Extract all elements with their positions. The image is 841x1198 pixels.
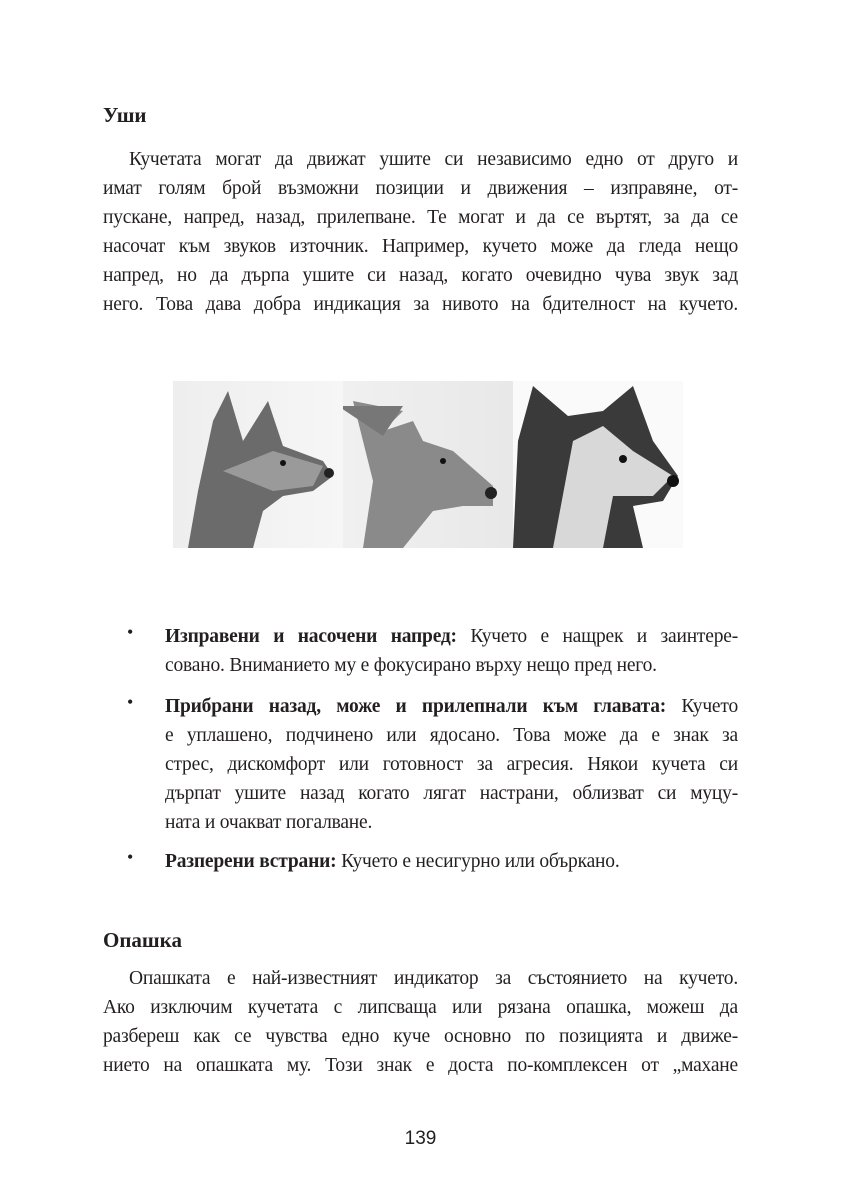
bullet-icon: • [127, 847, 134, 867]
text-line: совано. Вниманието му е фокусирано върху нещо пред него. [165, 655, 657, 676]
list-item-term: Изправени и насочени напред: [165, 626, 457, 647]
text-line: е уплашено, подчинено или ядосано. Това може да е знак за [165, 725, 738, 746]
paragraph-tail [103, 964, 738, 1080]
dog-ears-sideways-image [513, 381, 683, 548]
text-line: нието на опашката му. Този знак е доста по-комплексен от „махане [103, 1055, 738, 1076]
list-item-term: Разперени встрани: [165, 851, 337, 872]
text-line: Кучетата могат да движат ушите си независимо едно от друго и [129, 149, 738, 170]
list-item-text: Кучето [666, 696, 738, 717]
text-line: него. Това дава добра индикация за нивото на бдителност на кучето. [103, 294, 738, 315]
list-item-text: Кучето е несигурно или объркано. [336, 851, 620, 872]
text-line: насочат към звуков източник. Например, кучето може да гледа нещо [103, 236, 738, 257]
section-heading-tail: Опашка [103, 928, 182, 952]
list-item [165, 692, 738, 837]
list-item [165, 847, 738, 876]
section-heading-ears: Уши [103, 103, 147, 127]
dog-ears-figure [173, 381, 683, 548]
dog-ears-erect-image [173, 381, 343, 548]
text-line: имат голям брой възможни позиции и движения – изправяне, от- [103, 178, 738, 199]
text-line: ната и очакват погалване. [165, 812, 373, 833]
text-line: стрес, дискомфорт или готовност за агресия. Някои кучета си [165, 754, 738, 775]
dog-ears-back-image [343, 381, 513, 548]
text-line: разбереш как се чувства едно куче основно по позицията и движе- [103, 1026, 738, 1047]
text-line: Опашката е най-известният индикатор за състоянието на кучето. [129, 968, 738, 989]
page-number: 139 [404, 1128, 437, 1149]
paragraph-ears [103, 145, 738, 319]
text-line: напред, но да дърпа ушите си назад, когато очевидно чува звук зад [103, 265, 738, 286]
list-item-text: Кучето е нащрек и заинтере- [456, 626, 738, 647]
bullet-icon: • [127, 622, 134, 642]
text-line: Ако изключим кучетата с липсваща или рязана опашка, можеш да [103, 997, 738, 1018]
bullet-icon: • [127, 692, 134, 712]
list-item-term: Прибрани назад, може и прилепнали към главата: [165, 696, 667, 717]
list-item [165, 622, 738, 680]
text-line: пускане, напред, назад, прилепване. Те могат и да се въртят, за да се [103, 207, 738, 228]
text-line: дърпат ушите назад когато лягат настрани, облизват си муцу- [165, 783, 738, 804]
